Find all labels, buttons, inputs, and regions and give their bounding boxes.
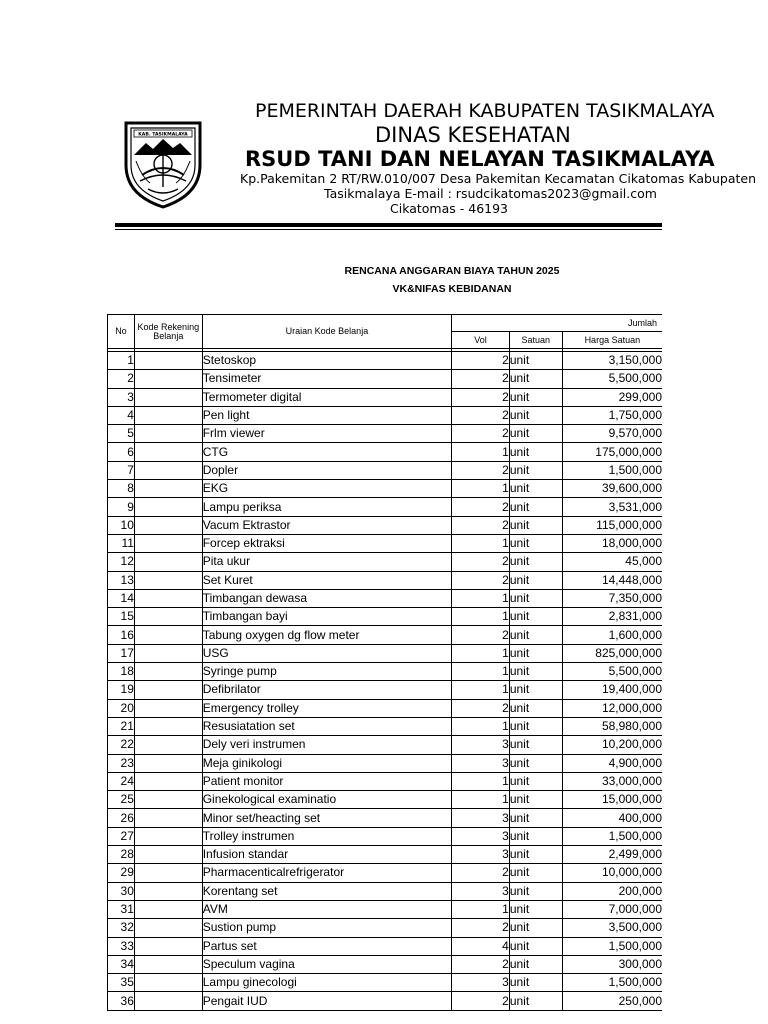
- row-uraian: Pen light: [202, 406, 451, 424]
- row-uraian: Dely veri instrumen: [202, 736, 451, 754]
- row-uraian: Lampu periksa: [202, 498, 451, 516]
- row-number: 36: [108, 992, 135, 1010]
- row-uraian: Meja ginikologi: [202, 754, 451, 772]
- row-harga-satuan: 1,500,000: [562, 974, 662, 992]
- row-satuan: unit: [509, 772, 562, 790]
- row-kode-rekening: [134, 791, 202, 809]
- row-kode-rekening: [134, 846, 202, 864]
- row-satuan: unit: [509, 717, 562, 735]
- table-row: [108, 882, 663, 900]
- row-kode-rekening: [134, 955, 202, 973]
- row-satuan: unit: [509, 352, 562, 370]
- row-satuan: unit: [509, 534, 562, 552]
- row-number: 5: [108, 425, 135, 443]
- row-vol: 3: [452, 827, 510, 845]
- row-number: 22: [108, 736, 135, 754]
- table-row: [108, 388, 663, 406]
- row-satuan: unit: [509, 480, 562, 498]
- row-kode-rekening: [134, 425, 202, 443]
- row-satuan: unit: [509, 626, 562, 644]
- row-vol: 1: [452, 791, 510, 809]
- row-number: 25: [108, 791, 135, 809]
- row-harga-satuan: 58,980,000: [562, 717, 662, 735]
- row-satuan: unit: [509, 974, 562, 992]
- row-harga-satuan: 1,750,000: [562, 406, 662, 424]
- row-number: 3: [108, 388, 135, 406]
- table-row: [108, 864, 663, 882]
- row-satuan: unit: [509, 608, 562, 626]
- row-vol: 2: [452, 498, 510, 516]
- table-row: [108, 553, 663, 571]
- row-vol: 1: [452, 443, 510, 461]
- table-row: [108, 608, 663, 626]
- row-number: 28: [108, 846, 135, 864]
- row-uraian: Tabung oxygen dg flow meter: [202, 626, 451, 644]
- row-harga-satuan: 10,000,000: [562, 864, 662, 882]
- row-kode-rekening: [134, 754, 202, 772]
- row-vol: 3: [452, 974, 510, 992]
- row-number: 29: [108, 864, 135, 882]
- row-number: 7: [108, 461, 135, 479]
- row-uraian: CTG: [202, 443, 451, 461]
- row-vol: 3: [452, 754, 510, 772]
- row-uraian: Termometer digital: [202, 388, 451, 406]
- row-harga-satuan: 33,000,000: [562, 772, 662, 790]
- row-number: 19: [108, 681, 135, 699]
- row-harga-satuan: 200,000: [562, 882, 662, 900]
- hospital-name: RSUD TANI DAN NELAYAN TASIKMALAYA: [245, 147, 715, 171]
- row-number: 9: [108, 498, 135, 516]
- table-row: [108, 461, 663, 479]
- row-uraian: Infusion standar: [202, 846, 451, 864]
- row-kode-rekening: [134, 717, 202, 735]
- row-vol: 4: [452, 937, 510, 955]
- row-uraian: Frlm viewer: [202, 425, 451, 443]
- row-satuan: unit: [509, 736, 562, 754]
- row-vol: 1: [452, 589, 510, 607]
- row-number: 34: [108, 955, 135, 973]
- row-kode-rekening: [134, 736, 202, 754]
- row-satuan: unit: [509, 516, 562, 534]
- row-number: 21: [108, 717, 135, 735]
- row-kode-rekening: [134, 827, 202, 845]
- row-harga-satuan: 3,531,000: [562, 498, 662, 516]
- row-kode-rekening: [134, 608, 202, 626]
- row-number: 13: [108, 571, 135, 589]
- table-row: [108, 846, 663, 864]
- row-uraian: Pita ukur: [202, 553, 451, 571]
- row-uraian: Minor set/heacting set: [202, 809, 451, 827]
- row-number: 16: [108, 626, 135, 644]
- address-line-2: Tasikmalaya E-mail : rsudcikatomas2023@gmail.com: [324, 186, 657, 201]
- row-vol: 2: [452, 461, 510, 479]
- row-harga-satuan: 175,000,000: [562, 443, 662, 461]
- header-uraian: Uraian Kode Belanja: [202, 315, 451, 349]
- row-satuan: unit: [509, 406, 562, 424]
- header-no: No: [108, 315, 135, 349]
- row-harga-satuan: 45,000: [562, 553, 662, 571]
- table-row: [108, 589, 663, 607]
- row-kode-rekening: [134, 443, 202, 461]
- table-row: [108, 443, 663, 461]
- row-kode-rekening: [134, 370, 202, 388]
- row-vol: 3: [452, 809, 510, 827]
- row-number: 31: [108, 900, 135, 918]
- table-row: [108, 699, 663, 717]
- row-harga-satuan: 825,000,000: [562, 644, 662, 662]
- address-line-1: Kp.Pakemitan 2 RT/RW.010/007 Desa Pakemitan Kecamatan Cikatomas Kabupaten: [240, 171, 756, 186]
- table-row: [108, 425, 663, 443]
- row-number: 26: [108, 809, 135, 827]
- header-satuan: Satuan: [509, 332, 562, 349]
- row-kode-rekening: [134, 864, 202, 882]
- table-row: [108, 809, 663, 827]
- row-harga-satuan: 1,500,000: [562, 937, 662, 955]
- row-vol: 2: [452, 919, 510, 937]
- row-kode-rekening: [134, 663, 202, 681]
- row-number: 24: [108, 772, 135, 790]
- row-harga-satuan: 7,000,000: [562, 900, 662, 918]
- row-uraian: Forcep ektraksi: [202, 534, 451, 552]
- row-number: 10: [108, 516, 135, 534]
- row-harga-satuan: 4,900,000: [562, 754, 662, 772]
- row-number: 1: [108, 352, 135, 370]
- row-uraian: Syringe pump: [202, 663, 451, 681]
- row-harga-satuan: 39,600,000: [562, 480, 662, 498]
- header-harga-satuan: Harga Satuan: [562, 332, 662, 349]
- row-harga-satuan: 14,448,000: [562, 571, 662, 589]
- row-uraian: Vacum Ektrastor: [202, 516, 451, 534]
- row-kode-rekening: [134, 388, 202, 406]
- table-row: [108, 974, 663, 992]
- row-vol: 2: [452, 352, 510, 370]
- table-row: [108, 480, 663, 498]
- table-row: [108, 772, 663, 790]
- row-vol: 1: [452, 534, 510, 552]
- row-satuan: unit: [509, 919, 562, 937]
- table-row: [108, 919, 663, 937]
- row-harga-satuan: 7,350,000: [562, 589, 662, 607]
- row-vol: 1: [452, 717, 510, 735]
- table-row: [108, 516, 663, 534]
- row-kode-rekening: [134, 937, 202, 955]
- row-harga-satuan: 5,500,000: [562, 663, 662, 681]
- row-uraian: Lampu ginecologi: [202, 974, 451, 992]
- row-number: 2: [108, 370, 135, 388]
- row-harga-satuan: 1,500,000: [562, 827, 662, 845]
- table-row: [108, 534, 663, 552]
- row-number: 15: [108, 608, 135, 626]
- row-harga-satuan: 19,400,000: [562, 681, 662, 699]
- row-kode-rekening: [134, 681, 202, 699]
- document-subtitle: VK&NIFAS KEBIDANAN: [392, 283, 512, 295]
- row-satuan: unit: [509, 992, 562, 1010]
- table-row: [108, 681, 663, 699]
- table-row: [108, 571, 663, 589]
- row-satuan: unit: [509, 443, 562, 461]
- row-number: 6: [108, 443, 135, 461]
- header-vol: Vol: [452, 332, 510, 349]
- agency-name: DINAS KESEHATAN: [375, 123, 571, 147]
- table-row: [108, 644, 663, 662]
- table-row: [108, 370, 663, 388]
- header-jumlah: Jumlah: [452, 315, 662, 332]
- row-uraian: Pengait IUD: [202, 992, 451, 1010]
- row-vol: 1: [452, 663, 510, 681]
- table-row: [108, 992, 663, 1010]
- regency-emblem-icon: [120, 117, 206, 211]
- row-kode-rekening: [134, 516, 202, 534]
- row-satuan: unit: [509, 553, 562, 571]
- row-harga-satuan: 1,500,000: [562, 461, 662, 479]
- row-kode-rekening: [134, 699, 202, 717]
- row-satuan: unit: [509, 937, 562, 955]
- row-uraian: Sustion pump: [202, 919, 451, 937]
- row-uraian: Emergency trolley: [202, 699, 451, 717]
- row-number: 18: [108, 663, 135, 681]
- row-vol: 2: [452, 388, 510, 406]
- row-vol: 1: [452, 900, 510, 918]
- row-satuan: unit: [509, 461, 562, 479]
- table-row: [108, 937, 663, 955]
- row-satuan: unit: [509, 809, 562, 827]
- row-number: 17: [108, 644, 135, 662]
- table-row: [108, 900, 663, 918]
- letterhead-rule-thick: [115, 223, 662, 227]
- table-row: [108, 827, 663, 845]
- row-kode-rekening: [134, 553, 202, 571]
- row-uraian: Partus set: [202, 937, 451, 955]
- row-kode-rekening: [134, 589, 202, 607]
- row-uraian: Stetoskop: [202, 352, 451, 370]
- row-vol: 3: [452, 736, 510, 754]
- row-satuan: unit: [509, 589, 562, 607]
- row-uraian: Ginekological examinatio: [202, 791, 451, 809]
- row-vol: 2: [452, 955, 510, 973]
- row-vol: 1: [452, 681, 510, 699]
- row-satuan: unit: [509, 644, 562, 662]
- row-vol: 1: [452, 772, 510, 790]
- budget-table-body: [108, 352, 663, 1011]
- row-uraian: Resusiatation set: [202, 717, 451, 735]
- row-kode-rekening: [134, 882, 202, 900]
- row-uraian: Speculum vagina: [202, 955, 451, 973]
- row-kode-rekening: [134, 461, 202, 479]
- row-uraian: Timbangan dewasa: [202, 589, 451, 607]
- row-kode-rekening: [134, 992, 202, 1010]
- row-satuan: unit: [509, 571, 562, 589]
- table-row: [108, 626, 663, 644]
- row-uraian: Set Kuret: [202, 571, 451, 589]
- row-harga-satuan: 300,000: [562, 955, 662, 973]
- row-uraian: Dopler: [202, 461, 451, 479]
- row-satuan: unit: [509, 827, 562, 845]
- table-row: [108, 352, 663, 370]
- row-harga-satuan: 299,000: [562, 388, 662, 406]
- row-kode-rekening: [134, 498, 202, 516]
- row-vol: 2: [452, 571, 510, 589]
- row-vol: 2: [452, 553, 510, 571]
- row-harga-satuan: 115,000,000: [562, 516, 662, 534]
- row-harga-satuan: 18,000,000: [562, 534, 662, 552]
- row-vol: 2: [452, 992, 510, 1010]
- row-vol: 2: [452, 699, 510, 717]
- row-number: 35: [108, 974, 135, 992]
- row-uraian: EKG: [202, 480, 451, 498]
- row-satuan: unit: [509, 498, 562, 516]
- row-satuan: unit: [509, 846, 562, 864]
- row-number: 27: [108, 827, 135, 845]
- row-vol: 1: [452, 644, 510, 662]
- table-row: [108, 663, 663, 681]
- row-harga-satuan: 2,831,000: [562, 608, 662, 626]
- row-harga-satuan: 3,500,000: [562, 919, 662, 937]
- row-uraian: Pharmacenticalrefrigerator: [202, 864, 451, 882]
- row-uraian: Patient monitor: [202, 772, 451, 790]
- row-kode-rekening: [134, 772, 202, 790]
- budget-table: [107, 314, 662, 1011]
- row-satuan: unit: [509, 955, 562, 973]
- document-title: RENCANA ANGGARAN BIAYA TAHUN 2025: [344, 265, 560, 277]
- table-row: [108, 955, 663, 973]
- row-vol: 1: [452, 480, 510, 498]
- row-number: 14: [108, 589, 135, 607]
- row-number: 20: [108, 699, 135, 717]
- row-harga-satuan: 12,000,000: [562, 699, 662, 717]
- table-row: [108, 754, 663, 772]
- government-name: PEMERINTAH DAERAH KABUPATEN TASIKMALAYA: [255, 100, 715, 122]
- row-kode-rekening: [134, 534, 202, 552]
- row-satuan: unit: [509, 681, 562, 699]
- row-satuan: unit: [509, 882, 562, 900]
- row-number: 12: [108, 553, 135, 571]
- row-satuan: unit: [509, 663, 562, 681]
- row-vol: 3: [452, 846, 510, 864]
- row-harga-satuan: 2,499,000: [562, 846, 662, 864]
- row-uraian: Korentang set: [202, 882, 451, 900]
- row-satuan: unit: [509, 754, 562, 772]
- row-vol: 2: [452, 370, 510, 388]
- row-vol: 2: [452, 516, 510, 534]
- row-kode-rekening: [134, 919, 202, 937]
- row-kode-rekening: [134, 352, 202, 370]
- row-harga-satuan: 15,000,000: [562, 791, 662, 809]
- row-number: 8: [108, 480, 135, 498]
- row-satuan: unit: [509, 900, 562, 918]
- row-kode-rekening: [134, 644, 202, 662]
- row-kode-rekening: [134, 571, 202, 589]
- row-harga-satuan: 5,500,000: [562, 370, 662, 388]
- table-row: [108, 736, 663, 754]
- row-uraian: Timbangan bayi: [202, 608, 451, 626]
- row-satuan: unit: [509, 425, 562, 443]
- row-number: 30: [108, 882, 135, 900]
- row-kode-rekening: [134, 809, 202, 827]
- row-harga-satuan: 250,000: [562, 992, 662, 1010]
- row-vol: 2: [452, 406, 510, 424]
- row-kode-rekening: [134, 480, 202, 498]
- row-vol: 2: [452, 864, 510, 882]
- row-number: 11: [108, 534, 135, 552]
- row-harga-satuan: 9,570,000: [562, 425, 662, 443]
- row-vol: 2: [452, 425, 510, 443]
- row-vol: 2: [452, 626, 510, 644]
- row-harga-satuan: 3,150,000: [562, 352, 662, 370]
- row-harga-satuan: 10,200,000: [562, 736, 662, 754]
- row-uraian: Defibrilator: [202, 681, 451, 699]
- row-number: 23: [108, 754, 135, 772]
- row-kode-rekening: [134, 900, 202, 918]
- table-row: [108, 791, 663, 809]
- row-kode-rekening: [134, 626, 202, 644]
- address-line-3: Cikatomas - 46193: [390, 201, 508, 216]
- row-number: 32: [108, 919, 135, 937]
- svg-text:KAB. TASIKMALAYA: KAB. TASIKMALAYA: [138, 132, 188, 138]
- table-row: [108, 717, 663, 735]
- row-vol: 1: [452, 608, 510, 626]
- row-number: 4: [108, 406, 135, 424]
- row-number: 33: [108, 937, 135, 955]
- row-harga-satuan: 1,600,000: [562, 626, 662, 644]
- row-satuan: unit: [509, 699, 562, 717]
- letterhead-rule-thin: [115, 229, 662, 230]
- row-uraian: AVM: [202, 900, 451, 918]
- row-kode-rekening: [134, 974, 202, 992]
- row-satuan: unit: [509, 791, 562, 809]
- row-satuan: unit: [509, 370, 562, 388]
- row-uraian: Tensimeter: [202, 370, 451, 388]
- header-kode-rekening: Kode Rekening Belanja: [134, 315, 202, 349]
- table-row: [108, 498, 663, 516]
- row-uraian: Trolley instrumen: [202, 827, 451, 845]
- row-uraian: USG: [202, 644, 451, 662]
- row-harga-satuan: 400,000: [562, 809, 662, 827]
- row-satuan: unit: [509, 864, 562, 882]
- row-vol: 3: [452, 882, 510, 900]
- row-satuan: unit: [509, 388, 562, 406]
- table-row: [108, 406, 663, 424]
- row-kode-rekening: [134, 406, 202, 424]
